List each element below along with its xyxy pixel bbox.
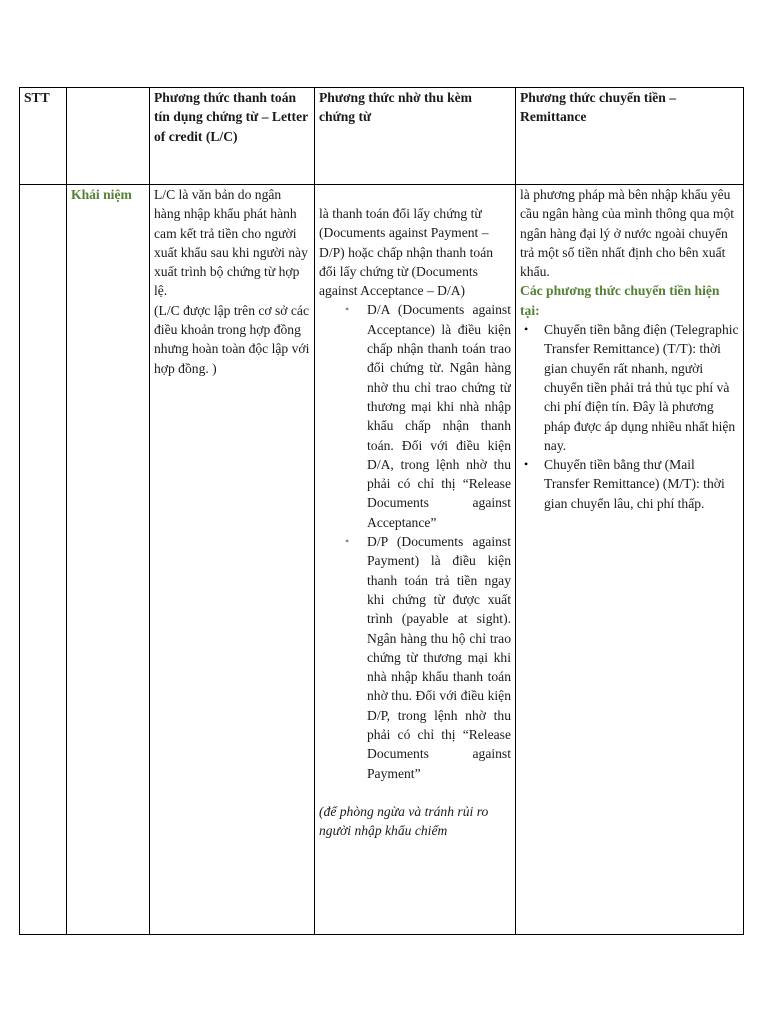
remit-subheading: Các phương thức chuyển tiền hiện tại: (520, 283, 720, 318)
remit-item-mt: • Chuyển tiền bằng thư (Mail Transfer Remittance) (M/T): thời gian chuyển lâu, chi phí thấp. (544, 455, 739, 513)
header-row (20, 88, 744, 185)
header-collection: Phương thức nhờ thu kèm chứng từ (315, 88, 516, 185)
collection-cell (315, 185, 516, 935)
row-label: Khái niệm (67, 185, 150, 935)
remit-list (520, 320, 739, 513)
remit-item-tt: • Chuyển tiền bằng điện (Telegraphic Transfer Remittance) (T/T): thời gian chuyển rất nhanh, người chuyển tiền phải trả thủ tục phí và chi phí điện tín. Đây là phương pháp được áp dụng nhiều nhất hiện nay. (544, 320, 739, 455)
header-remittance: Phương thức chuyển tiền – Remittance (516, 88, 744, 185)
comparison-table (19, 87, 744, 935)
header-lc: Phương thức thanh toán tín dụng chứng từ – Letter of credit (L/C) (150, 88, 315, 185)
header-blank (67, 88, 150, 185)
lc-cell (150, 185, 315, 935)
remit-intro: là phương pháp mà bên nhập khẩu yêu cầu ngân hàng của mình thông qua một ngân hàng đại lý ở nước ngoài chuyển trả một số tiền nhất định cho bên xuất khẩu. (520, 187, 735, 280)
lc-note: (L/C được lập trên cơ sở các điều khoản trong hợp đồng nhưng hoàn toàn độc lập với hợp đồng. ) (154, 302, 310, 376)
stt-cell (20, 185, 67, 935)
collection-intro: là thanh toán đổi lấy chứng từ (Documents against Payment – D/P) hoặc chấp nhận thanh toán đổi lấy chứng từ (Documents against Acceptance – D/A) (319, 206, 494, 299)
remittance-cell (516, 185, 744, 935)
header-stt: STT (20, 88, 67, 185)
collection-item-da: • D/A (Documents against Acceptance) là điều kiện chấp nhận thanh toán trao đổi chứng từ. Ngân hàng nhờ thu chỉ trao chứng từ thương mại khi nhà nhập khẩu chấp nhận thanh toán. Đối với điều kiện D/A, trong lệnh nhờ thu phải có chỉ thị “Release Documents against Acceptance” (367, 300, 511, 532)
collection-item-dp: • D/P (Documents against Payment) là điều kiện thanh toán trả tiền ngay khi chứng từ được xuất trình (payable at sight). Ngân hàng thu hộ chỉ trao chứng từ thương mại khi nhà nhập khẩu thanh toán nhờ thu. Đối với điều kiện D/P, trong lệnh nhờ thu phải có chỉ thị “Release Documents against Payment” (367, 532, 511, 783)
collection-list (319, 300, 511, 782)
concept-row (20, 185, 744, 935)
lc-definition: L/C là văn bản do ngân hàng nhập khẩu phát hành cam kết trả tiền cho người xuất khẩu sau khi người này xuất trình bộ chứng từ hợp lệ. (154, 187, 308, 299)
collection-note: (để phòng ngừa và tránh rủi ro người nhập khẩu chiếm (319, 803, 489, 839)
